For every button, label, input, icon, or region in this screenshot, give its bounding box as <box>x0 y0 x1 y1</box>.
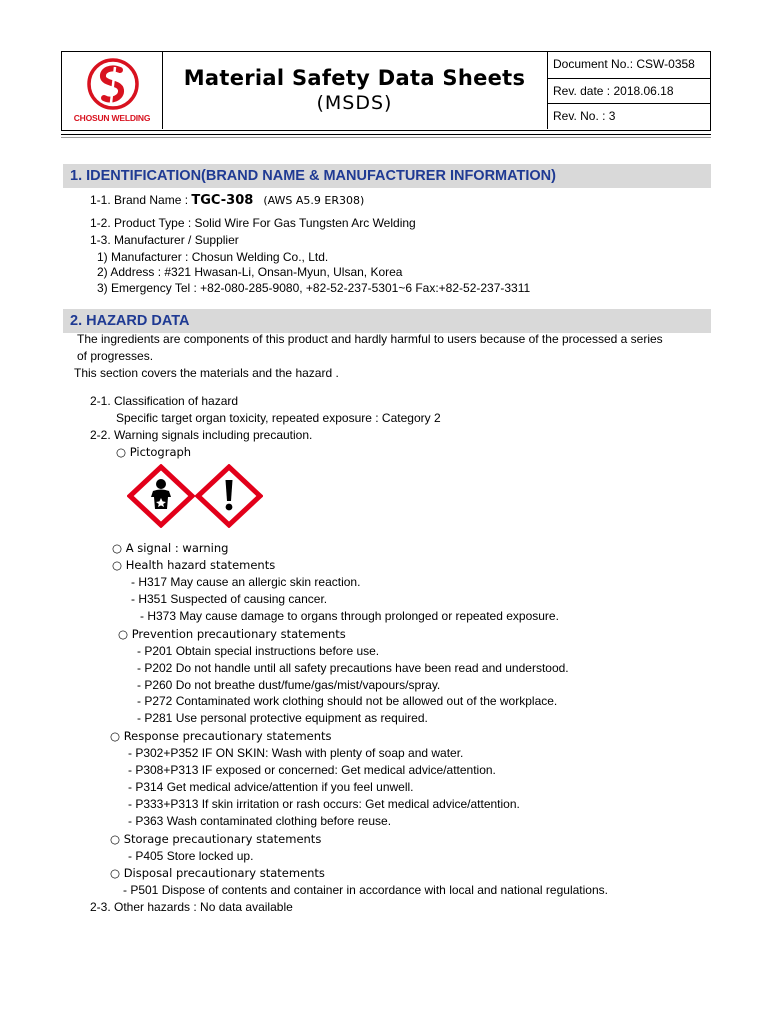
logo-cell <box>62 52 163 129</box>
document-number: Document No.: CSW-0358 <box>553 57 695 71</box>
response-statement-p308: - P308+P313 IF exposed or concerned: Get medical advice/attention. <box>128 763 496 777</box>
document-info-cell <box>547 52 710 129</box>
response-statement-p314: - P314 Get medical advice/attention if you feel unwell. <box>128 780 414 794</box>
hazard-intro-line-3: This section covers the materials and the hazard . <box>74 366 339 380</box>
header-divider <box>61 134 711 135</box>
document-subtitle: (MSDS) <box>316 92 393 114</box>
response-statement-p302: - P302+P352 IF ON SKIN: Wash with plenty of soap and water. <box>128 746 464 760</box>
section-1-heading: 1. IDENTIFICATION(BRAND NAME & MANUFACTURER INFORMATION) <box>63 164 711 188</box>
signal-word: ○ A signal : warning <box>112 541 229 555</box>
health-hazard-heading: ○ Health hazard statements <box>112 558 276 572</box>
exclamation-mark-icon <box>195 464 263 528</box>
other-hazards: 2-3. Other hazards : No data available <box>90 900 293 914</box>
health-statement-h317: - H317 May cause an allergic skin reaction. <box>131 575 361 589</box>
storage-statement-p405: - P405 Store locked up. <box>128 849 254 863</box>
hazard-intro-line-2: of progresses. <box>77 349 154 363</box>
warning-signals-heading: 2-2. Warning signals including precaution. <box>90 428 313 442</box>
brand-name-line <box>90 193 364 208</box>
manufacturer-name: 1) Manufacturer : Chosun Welding Co., Ltd. <box>97 250 329 264</box>
prevention-statement-p272: - P272 Contaminated work clothing should not be allowed out of the workplace. <box>137 694 558 708</box>
hazard-intro-line-1: The ingredients are components of this product and hardly harmful to users because of the processed a series <box>77 332 663 346</box>
manufacturer-heading: 1-3. Manufacturer / Supplier <box>90 233 239 247</box>
revision-date: Rev. date : 2018.06.18 <box>548 78 710 104</box>
health-statement-h373: - H373 May cause damage to organs through prolonged or repeated exposure. <box>140 609 559 623</box>
brand-label: 1-1. Brand Name : <box>90 193 192 207</box>
health-hazard-icon <box>127 464 195 528</box>
storage-heading: ○ Storage precautionary statements <box>110 832 322 846</box>
response-heading: ○ Response precautionary statements <box>110 729 332 743</box>
classification-heading: 2-1. Classification of hazard <box>90 394 239 408</box>
chosun-s-logo-icon <box>87 57 139 111</box>
emergency-contact: 3) Emergency Tel : +82-080-285-9080, +82-52-237-5301~6 Fax:+82-52-237-3311 <box>97 281 531 295</box>
logo-text: CHOSUN WELDING <box>73 113 151 123</box>
prevention-statement-p202: - P202 Do not handle until all safety precautions have been read and understood. <box>137 661 569 675</box>
title-cell <box>162 52 547 129</box>
prevention-statement-p201: - P201 Obtain special instructions before use. <box>137 644 380 658</box>
prevention-statement-p281: - P281 Use personal protective equipment as required. <box>137 711 428 725</box>
response-statement-p333: - P333+P313 If skin irritation or rash occurs: Get medical advice/attention. <box>128 797 520 811</box>
product-type: 1-2. Product Type : Solid Wire For Gas Tungsten Arc Welding <box>90 216 416 230</box>
manufacturer-address: 2) Address : #321 Hwasan-Li, Onsan-Myun, Ulsan, Korea <box>97 265 403 279</box>
revision-number: Rev. No. : 3 <box>548 103 710 129</box>
response-statement-p363: - P363 Wash contaminated clothing before reuse. <box>128 814 392 828</box>
header-divider-thin <box>61 137 711 138</box>
disposal-statement-p501: - P501 Dispose of contents and container in accordance with local and national regulations. <box>123 883 608 897</box>
pictograph-label: ○ Pictograph <box>116 445 192 459</box>
brand-name: TGC-308 <box>191 193 254 208</box>
prevention-heading: ○ Prevention precautionary statements <box>118 627 346 641</box>
document-title: Material Safety Data Sheets <box>183 66 526 90</box>
section-2-heading: 2. HAZARD DATA <box>63 309 711 333</box>
prevention-statement-p260: - P260 Do not breathe dust/fume/gas/mist/vapours/spray. <box>137 678 441 692</box>
classification-value: Specific target organ toxicity, repeated exposure : Category 2 <box>116 411 441 425</box>
document-header <box>61 51 711 131</box>
brand-spec: (AWS A5.9 ER308) <box>263 194 365 207</box>
health-statement-h351: - H351 Suspected of causing cancer. <box>131 592 328 606</box>
disposal-heading: ○ Disposal precautionary statements <box>110 866 325 880</box>
